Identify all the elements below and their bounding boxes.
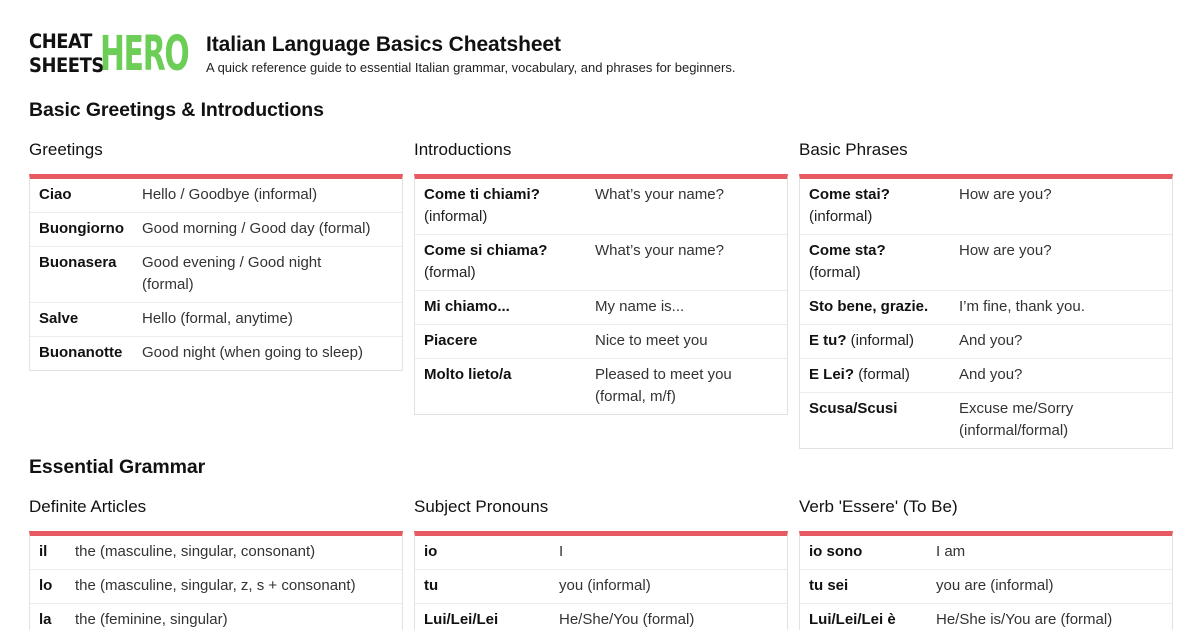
page-title: Italian Language Basics Cheatsheet — [206, 33, 561, 56]
definition: What’s your name? — [595, 186, 724, 203]
title-block — [206, 32, 735, 77]
card-title: Introductions — [414, 140, 512, 159]
definition: And you? — [959, 366, 1023, 383]
definition: I am — [936, 543, 966, 560]
definition: My name is... — [595, 298, 685, 315]
table-row — [30, 536, 402, 569]
term: Sto bene, grazie. — [809, 298, 929, 315]
card-basic-phrases — [799, 140, 1173, 449]
term: Lui/Lei/Lei — [424, 611, 499, 628]
logo-line-sheets: SHEETS — [29, 54, 104, 77]
vocab-table — [799, 531, 1173, 630]
table-row — [800, 290, 1172, 324]
term-note: (formal) — [809, 264, 861, 281]
term-note: (formal) — [424, 264, 476, 281]
table-row — [415, 569, 787, 603]
term: tu — [424, 577, 439, 594]
logo-hero: HERO — [100, 26, 189, 82]
term: E Lei? — [809, 366, 855, 383]
term: Lui/Lei/Lei è — [809, 611, 896, 628]
term: E tu? — [809, 332, 847, 349]
term: Buongiorno — [39, 220, 124, 237]
definition: the (feminine, singular) — [75, 611, 228, 628]
term-note: (informal) — [850, 332, 915, 349]
vocab-table — [414, 531, 788, 630]
table-row — [800, 179, 1172, 234]
card-title: Verb 'Essere' (To Be) — [799, 497, 958, 516]
term-note: (informal) — [424, 208, 488, 225]
table-row — [800, 324, 1172, 358]
term: Come si chiama? — [424, 242, 548, 259]
table-row — [800, 234, 1172, 290]
term-note: (informal) — [809, 208, 873, 225]
section-title-essential-grammar: Essential Grammar — [29, 456, 206, 478]
table-row — [30, 246, 402, 302]
definition: the (masculine, singular, z, s + consonant) — [75, 577, 356, 594]
term: tu sei — [809, 577, 849, 594]
term: Come stai? — [809, 186, 890, 203]
table-row — [30, 603, 402, 630]
definition: What’s your name? — [595, 242, 724, 259]
definition: Pleased to meet you (formal, m/f) — [595, 366, 732, 405]
definition: How are you? — [959, 242, 1052, 259]
term: Scusa/Scusi — [809, 400, 898, 417]
table-row — [800, 536, 1172, 569]
logo-line-cheat: CHEAT — [29, 30, 92, 53]
logo-text-stack — [29, 30, 104, 77]
card-title: Basic Phrases — [799, 140, 908, 159]
definition: Good morning / Good day (formal) — [142, 220, 371, 237]
term: Salve — [39, 310, 79, 327]
table-row — [415, 179, 787, 234]
term: Molto lieto/a — [424, 366, 512, 383]
definition: I — [559, 543, 564, 560]
page-header — [29, 26, 736, 82]
term: lo — [39, 577, 53, 594]
card-verb-essere — [799, 497, 1173, 630]
definition: How are you? — [959, 186, 1052, 203]
definition: Hello / Goodbye (informal) — [142, 186, 318, 203]
card-title: Greetings — [29, 140, 103, 159]
definition: I’m fine, thank you. — [959, 298, 1085, 315]
term: Mi chiamo... — [424, 298, 510, 315]
table-row — [800, 392, 1172, 448]
table-row — [415, 603, 787, 630]
definition: He/She is/You are (formal) — [936, 611, 1113, 628]
term: Come ti chiami? — [424, 186, 540, 203]
term: Come sta? — [809, 242, 886, 259]
term: io sono — [809, 543, 863, 560]
term: la — [39, 611, 52, 628]
page-subtitle: A quick reference guide to essential Italian grammar, vocabulary, and phrases for beginners. — [206, 60, 736, 75]
definition: Excuse me/Sorry (informal/formal) — [959, 400, 1074, 439]
card-title: Subject Pronouns — [414, 497, 549, 516]
table-row — [800, 603, 1172, 630]
definition: Nice to meet you — [595, 332, 708, 349]
definition: the (masculine, singular, consonant) — [75, 543, 316, 560]
definition: you are (informal) — [936, 577, 1054, 594]
table-row — [800, 358, 1172, 392]
table-row — [415, 324, 787, 358]
table-row — [30, 569, 402, 603]
term-note: (formal) — [858, 366, 910, 383]
table-row — [415, 234, 787, 290]
term: Buonanotte — [39, 344, 123, 361]
table-row — [30, 336, 402, 370]
card-title: Definite Articles — [29, 497, 147, 516]
definition: And you? — [959, 332, 1023, 349]
vocab-table — [414, 174, 788, 415]
card-subject-pronouns — [414, 497, 788, 630]
term: Ciao — [39, 186, 72, 203]
table-row — [800, 569, 1172, 603]
definition: He/She/You (formal) — [559, 611, 695, 628]
term: il — [39, 543, 48, 560]
table-row — [30, 179, 402, 212]
vocab-table — [29, 531, 403, 630]
table-row — [415, 536, 787, 569]
vocab-table — [799, 174, 1173, 449]
table-row — [415, 290, 787, 324]
section-title-greetings-introductions: Basic Greetings & Introductions — [29, 99, 324, 121]
card-greetings — [29, 140, 403, 371]
definition: you (informal) — [559, 577, 651, 594]
card-definite-articles — [29, 497, 403, 630]
cheatsheets-hero-logo[interactable] — [29, 26, 189, 82]
definition: Hello (formal, anytime) — [142, 310, 293, 327]
term: io — [424, 543, 438, 560]
term: Buonasera — [39, 254, 117, 271]
definition: Good night (when going to sleep) — [142, 344, 363, 361]
table-row — [30, 212, 402, 246]
definition: Good evening / Good night (formal) — [142, 254, 322, 293]
card-introductions — [414, 140, 788, 415]
vocab-table — [29, 174, 403, 371]
term: Piacere — [424, 332, 478, 349]
table-row — [415, 358, 787, 414]
table-row — [30, 302, 402, 336]
